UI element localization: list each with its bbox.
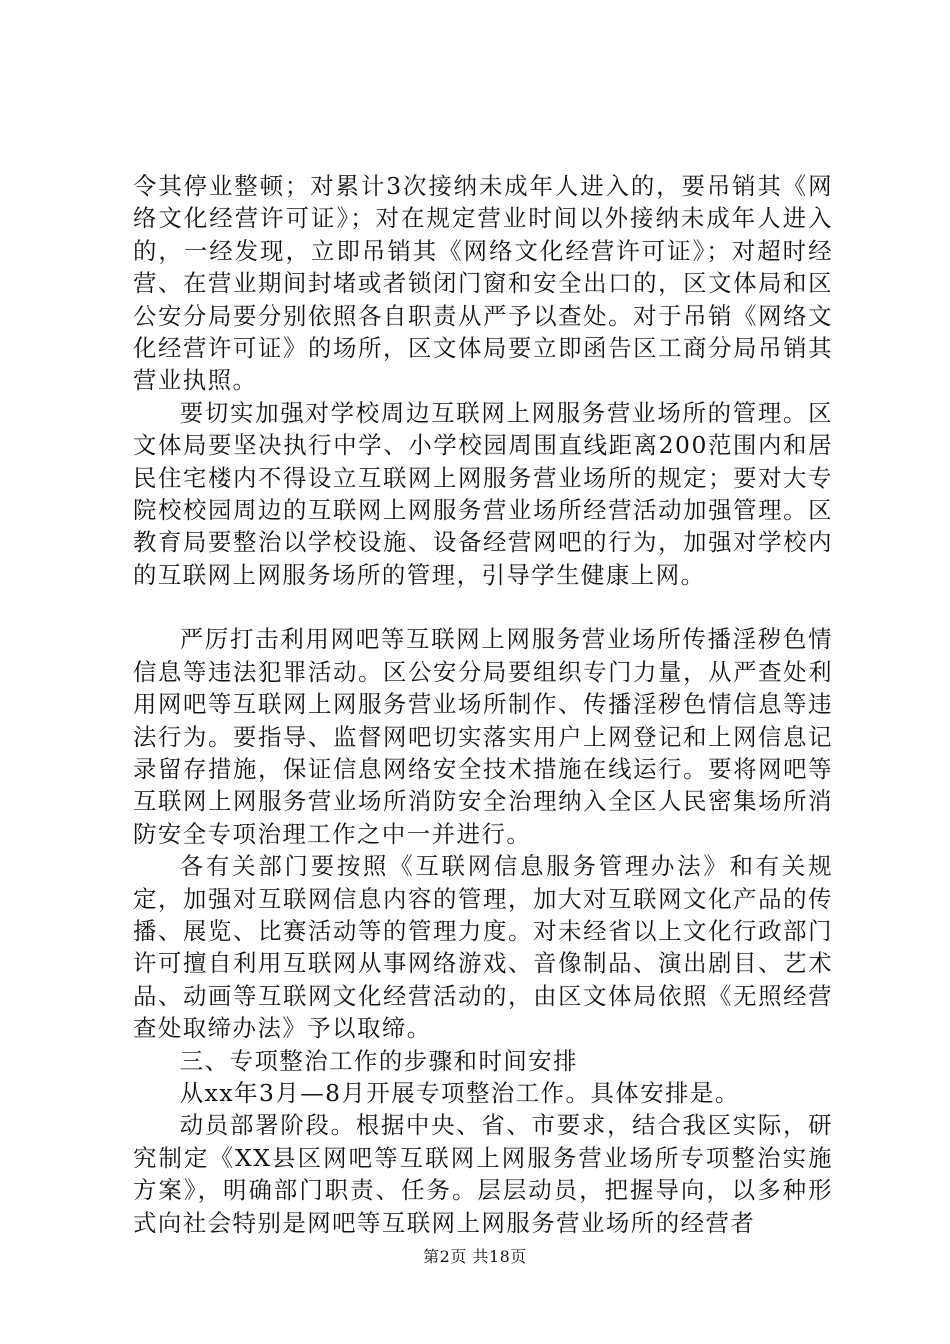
paragraph-schedule: 从xx年3月—8月开展专项整治工作。具体安排是。 bbox=[179, 1078, 740, 1107]
section-heading-steps-schedule: 三、专项整治工作的步骤和时间安排 bbox=[179, 1046, 579, 1075]
page-number-footer: 第2页 共18页 bbox=[423, 1247, 527, 1266]
paragraph-mobilization-phase: 动员部署阶段。根据中央、省、市要求，结合我区实际，研究制定《XX县区网吧等互联网上网服务营业场所专项整治实施方案》，明确部门职责、任务。层层动员，把握导向，以多种形式向社会特别是网吧等互联网上网服务营业场所的经营者 bbox=[133, 1111, 833, 1237]
paragraph-school-surroundings: 要切实加强对学校周边互联网上网服务营业场所的管理。区文体局要坚决执行中学、小学校园周围直线距离200范围内和居民住宅楼内不得设立互联网上网服务营业场所的规定；要对大专院校校园周边的互联网上网服务营业场所经营活动加强管理。区教育局要整治以学校设施、设备经营网吧的行为，加强对学校内的互联网上网服务场所的管理，引导学生健康上网。 bbox=[133, 398, 833, 589]
document-body bbox=[133, 170, 833, 1239]
paragraph-penalties-continued: 令其停业整顿；对累计3次接纳未成年人进入的，要吊销其《网络文化经营许可证》；对在规定营业时间以外接纳未成年人进入的，一经发现，立即吊销其《网络文化经营许可证》；对超时经营、在营业期间封堵或者锁闭门窗和安全出口的，区文体局和区公安分局要分别依照各自职责从严予以查处。对于吊销《网络文化经营许可证》的场所，区文体局要立即函告区工商分局吊销其营业执照。 bbox=[133, 172, 833, 395]
paragraph-crackdown-illegal-content: 严厉打击利用网吧等互联网上网服务营业场所传播淫秽色情信息等违法犯罪活动。区公安分局要组织专门力量，从严查处利用网吧等互联网上网服务营业场所制作、传播淫秽色情信息等违法行为。要指导、监督网吧切实落实用户上网登记和上网信息记录留存措施，保证信息网络安全技术措施在线运行。要将网吧等互联网上网服务营业场所消防安全治理纳入全区人民密集场所消防安全专项治理工作之中一并进行。 bbox=[133, 625, 833, 848]
paragraph-internet-content-management: 各有关部门要按照《互联网信息服务管理办法》和有关规定，加强对互联网信息内容的管理，加大对互联网文化产品的传播、展览、比赛活动等的管理力度。对未经省以上文化行政部门许可擅自利用互联网从事网络游戏、音像制品、演出剧目、艺术品、动画等互联网文化经营活动的，由区文体局依照《无照经营查处取缔办法》予以取缔。 bbox=[133, 852, 833, 1043]
